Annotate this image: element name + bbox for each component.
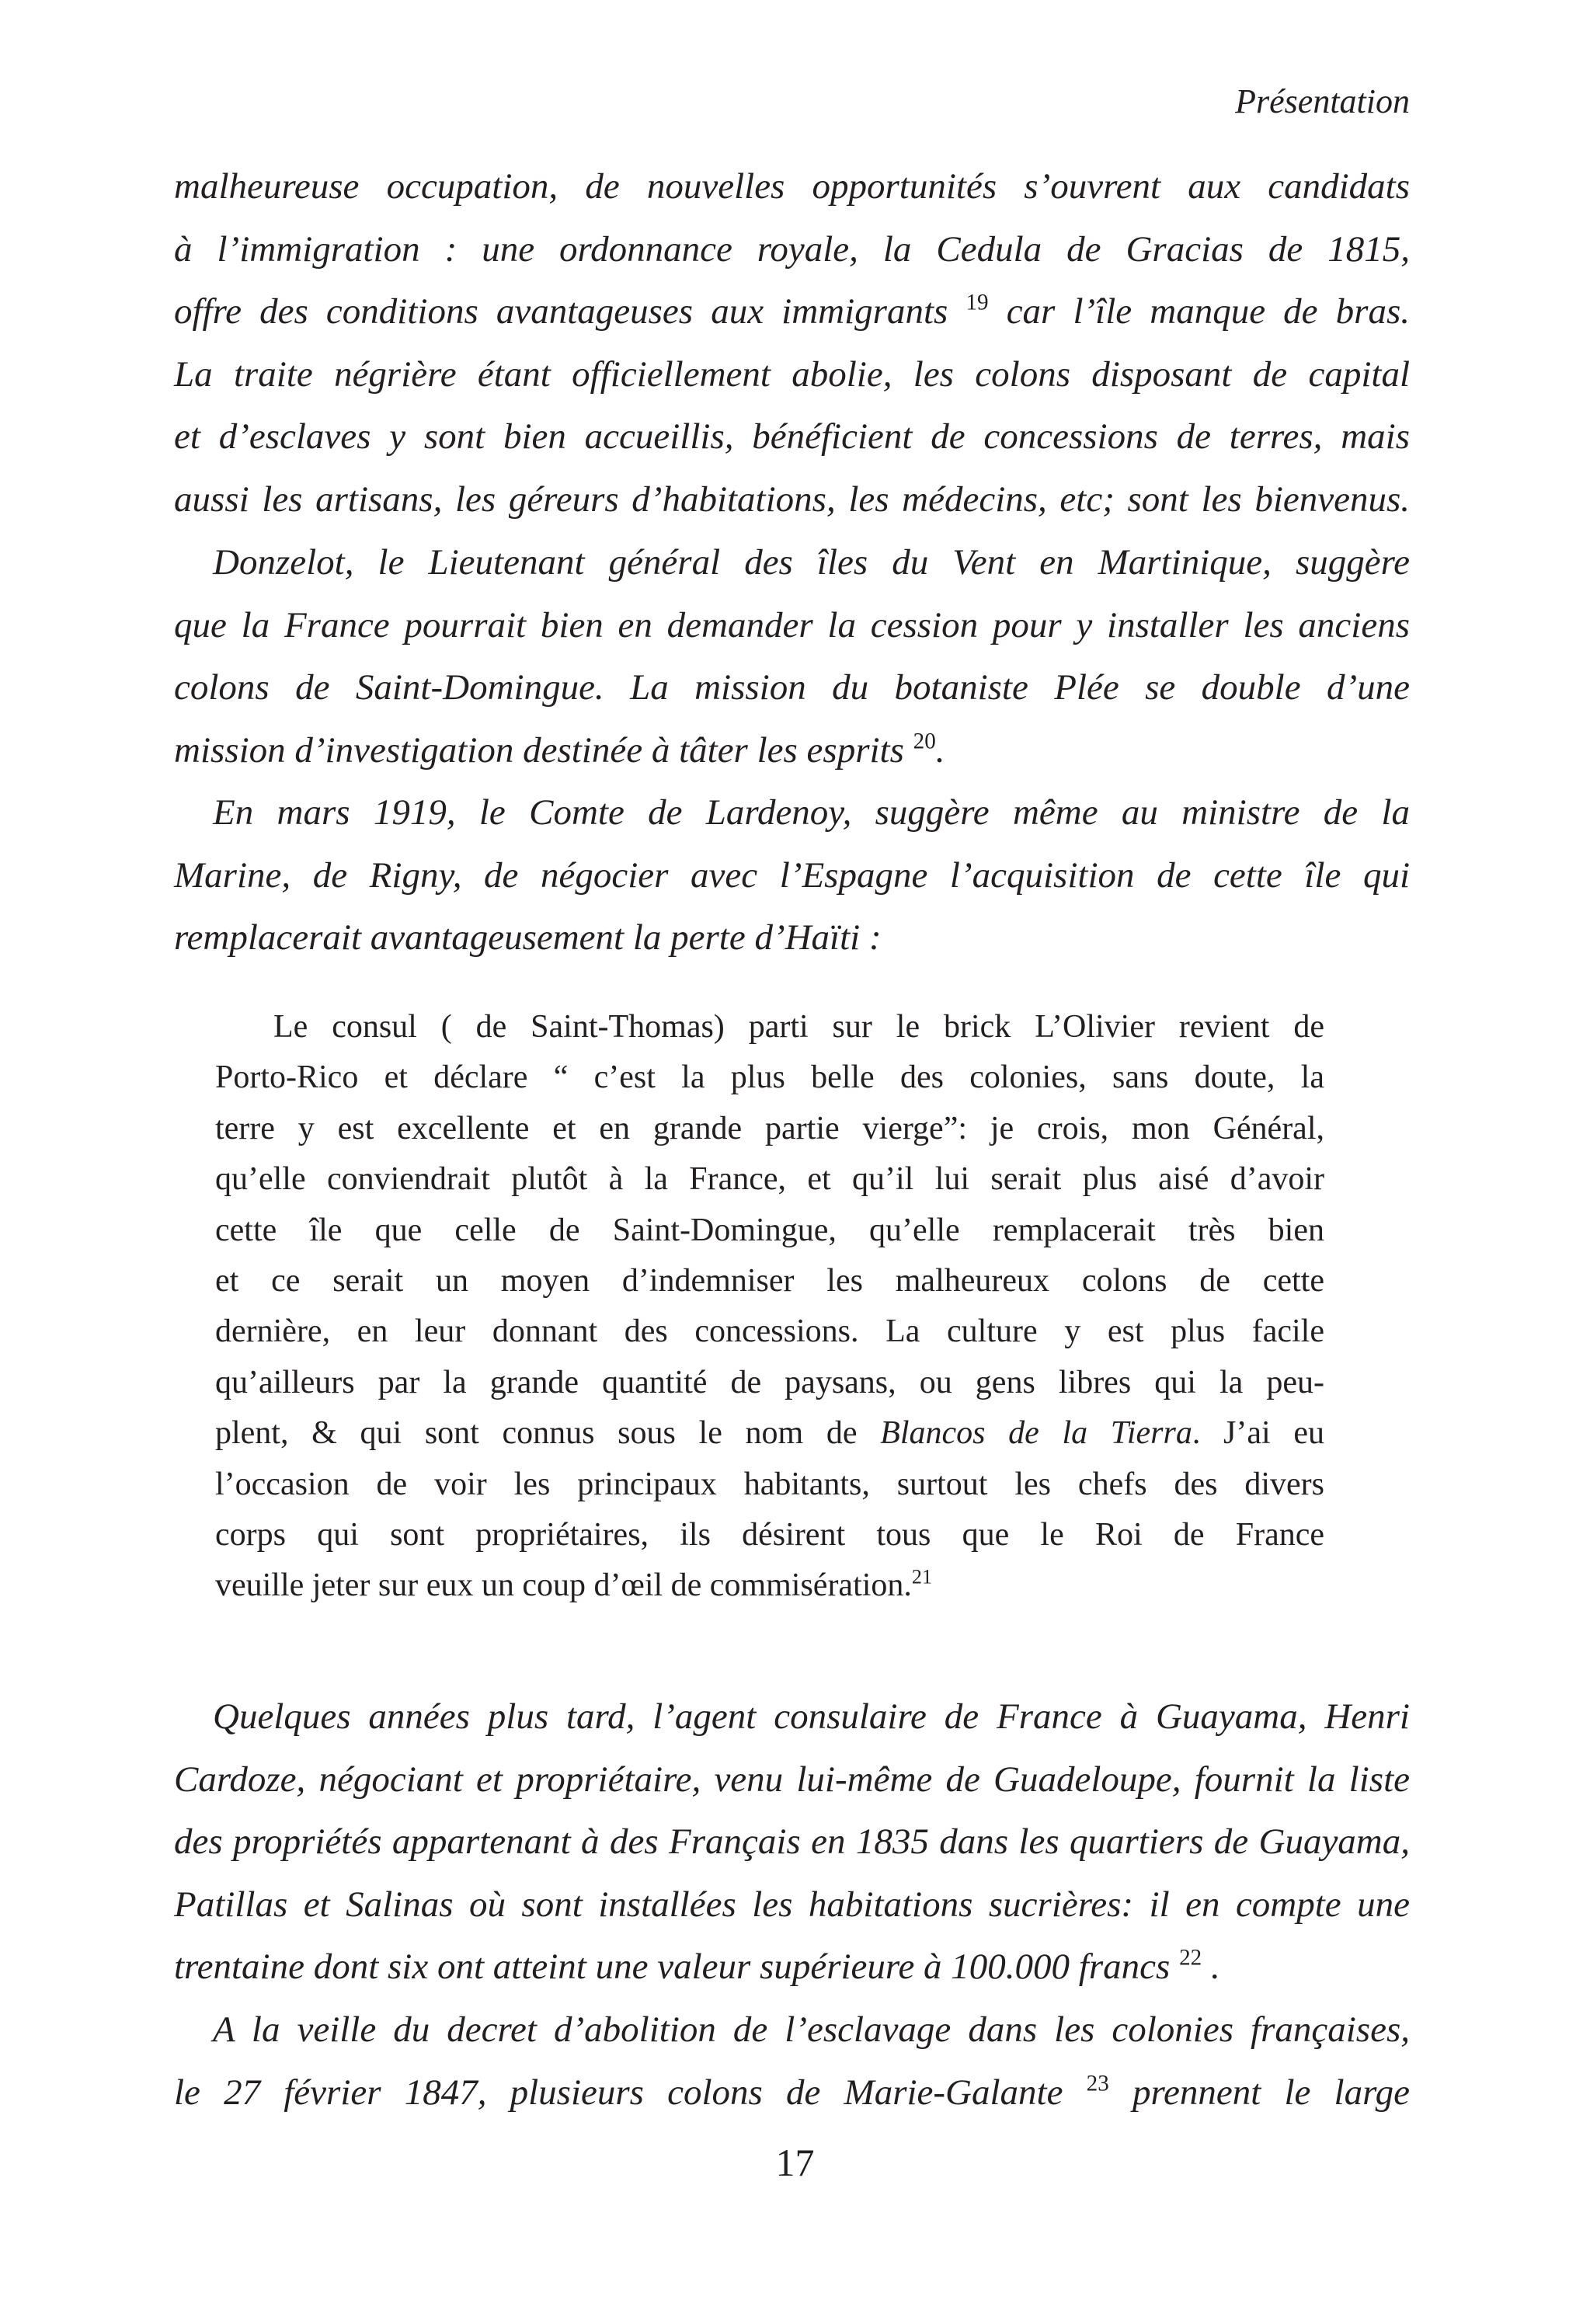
text: trentaine dont six ont atteint une valeur supérieure à 100.000 francs	[174, 1947, 1171, 1988]
text-line	[174, 1936, 1410, 1999]
text-line: malheureuse occupation, de nouvelles opportunités s’ouvrent aux candidats	[174, 166, 1410, 207]
paragraph-3	[174, 781, 1410, 969]
text-line: En mars 1919, le Comte de Lardenoy, suggère même au ministre de la	[213, 792, 1410, 833]
text-line: A la veille du decret d’abolition de l’esclavage dans les colonies françaises,	[213, 2009, 1410, 2050]
text: .	[935, 729, 945, 771]
block-quote	[215, 1002, 1324, 1612]
quote-line: dernière, en leur donnant des concessions. La culture y est plus facile	[215, 1313, 1324, 1350]
text-line	[174, 719, 1410, 782]
text-line: des propriétés appartenant à des Français en 1835 dans les quartiers de Guayama,	[174, 1821, 1410, 1863]
text: .	[1202, 1947, 1220, 1988]
text-line	[174, 2061, 1410, 2124]
text: plent, & qui sont connus sous le nom de	[215, 1415, 858, 1452]
paragraph-5	[174, 1999, 1410, 2124]
text-line: à l’immigration : une ordonnance royale, la Cedula de Gracias de 1815,	[174, 228, 1410, 270]
text: mission d’investigation destinée à tâter les esprits	[174, 729, 904, 771]
text-line: Quelques années plus tard, l’agent consulaire de France à Guayama, Henri	[213, 1696, 1410, 1737]
quote-line: terre y est excellente et en grande partie vierge”: je crois, mon Général,	[215, 1110, 1324, 1146]
quote-line	[215, 1408, 1324, 1459]
quote-line: et ce serait un moyen d’indemniser les malheureux colons de cette	[215, 1262, 1324, 1299]
footnote-ref: 21	[911, 1565, 932, 1588]
text-line	[174, 280, 1410, 343]
footnote-ref: 20	[913, 729, 936, 754]
quote-line: Le consul ( de Saint-Thomas) parti sur le brick L’Olivier revient de	[273, 1009, 1324, 1045]
quote-line: Porto-Rico et déclare “ c’est la plus belle des colonies, sans doute, la	[215, 1059, 1324, 1096]
quote-line: qu’elle conviendrait plutôt à la France, et qu’il lui serait plus aisé d’avoir	[215, 1161, 1324, 1198]
text-line: remplacerait avantageusement la perte d’Haïti :	[174, 917, 882, 958]
footnote-ref: 22	[1179, 1945, 1202, 1971]
text: prennent le large	[1132, 2072, 1410, 2113]
text-line: Donzelot, le Lieutenant général des îles du Vent en Martinique, suggère	[213, 542, 1410, 583]
text: car l’île manque de bras.	[1006, 291, 1410, 332]
quote-line: qu’ailleurs par la grande quantité de paysans, ou gens libres qui la peu-	[215, 1364, 1324, 1400]
text-line: aussi les artisans, les géreurs d’habitations, les médecins, etc; sont les bienvenus.	[174, 478, 1410, 520]
quote-line: l’occasion de voir les principaux habitants, surtout les chefs des divers	[215, 1466, 1324, 1502]
paragraph-4	[174, 1686, 1410, 1999]
text-line: colons de Saint-Domingue. La mission du botaniste Plée se double d’une	[174, 667, 1410, 708]
paragraph-2	[174, 531, 1410, 781]
text-line: La traite négrière étant officiellement abolie, les colons disposant de capital	[174, 353, 1410, 395]
text: . J’ai eu	[1192, 1415, 1324, 1452]
text-line: Marine, de Rigny, de négocier avec l’Espagne l’acquisition de cette île qui	[174, 854, 1410, 896]
quote-line	[215, 1560, 1324, 1611]
footnote-ref: 23	[1086, 2071, 1109, 2096]
text-line: Patillas et Salinas où sont installées les habitations sucrières: il en compte une	[174, 1884, 1410, 1925]
quote-line: corps qui sont propriétaires, ils désirent tous que le Roi de France	[215, 1516, 1324, 1553]
text-line: Cardoze, négociant et propriétaire, venu lui-même de Guadeloupe, fournit la liste	[174, 1759, 1410, 1800]
quote-line: cette île que celle de Saint-Domingue, qu’elle remplacerait très bien	[215, 1212, 1324, 1248]
text-line: que la France pourrait bien en demander la cession pour y installer les anciens	[174, 604, 1410, 645]
running-header: Présentation	[1235, 82, 1410, 120]
text: veuille jeter sur eux un coup d’œil de commisération.	[215, 1567, 912, 1604]
paragraph-1	[174, 155, 1410, 531]
italic-text: Blancos de la Tierra	[880, 1415, 1192, 1452]
footnote-ref: 19	[965, 290, 989, 315]
page-number: 17	[775, 2141, 815, 2184]
text: offre des conditions avantageuses aux immigrants	[174, 291, 948, 332]
text: le 27 février 1847, plusieurs colons de Marie-Galante	[174, 2072, 1063, 2113]
text-line: et d’esclaves y sont bien accueillis, bénéficient de concessions de terres, mais	[174, 416, 1410, 457]
